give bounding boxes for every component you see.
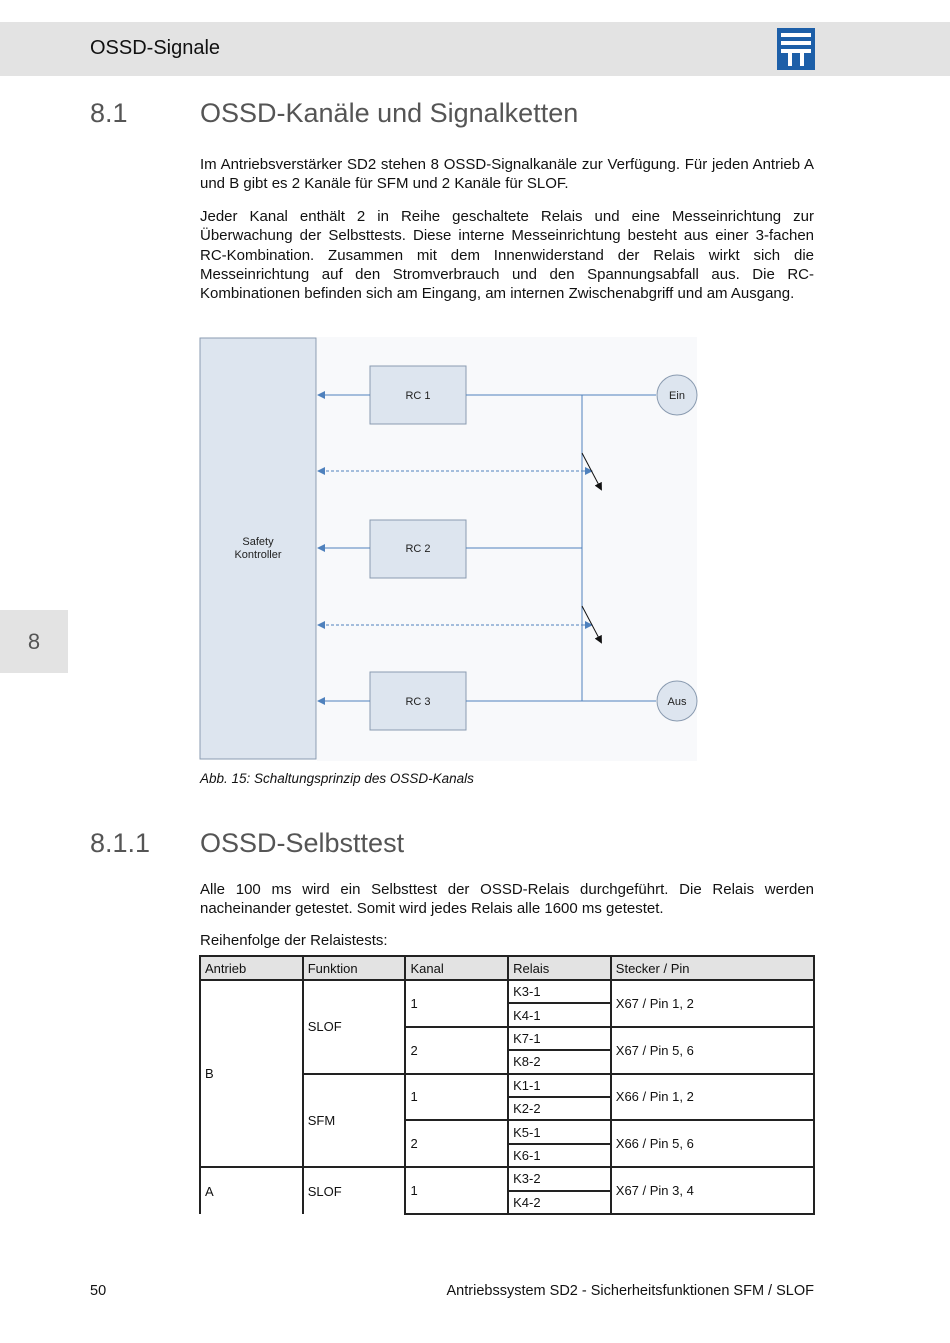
cell-kanal: 1 (405, 1167, 508, 1214)
in-label: Ein (669, 390, 685, 402)
company-logo-icon (777, 28, 815, 70)
table-header-row (200, 956, 814, 980)
page-number: 50 (90, 1283, 107, 1299)
section-number: 8.1 (90, 98, 128, 128)
subsection-title: OSSD-Selbsttest (200, 828, 405, 858)
cell-relais: K6-1 (508, 1144, 611, 1167)
header-stecker-pin: Stecker / Pin (611, 956, 814, 980)
ossd-channel-diagram (199, 337, 699, 761)
cell-pin: X66 / Pin 5, 6 (611, 1120, 814, 1167)
header-antrieb: Antrieb (200, 956, 303, 980)
controller-label-line1: Safety (242, 536, 274, 548)
cell-kanal: 2 (405, 1027, 508, 1074)
cell-antrieb: A (200, 1167, 303, 1214)
cell-funktion: SLOF (303, 1167, 406, 1214)
cell-relais: K2-2 (508, 1097, 611, 1120)
header-relais: Relais (508, 956, 611, 980)
controller-label-line2: Kontroller (234, 549, 282, 561)
rc3-label: RC 3 (405, 696, 431, 708)
cell-relais: K3-1 (508, 980, 611, 1003)
out-label: Aus (667, 696, 687, 708)
cell-pin: X67 / Pin 1, 2 (611, 980, 814, 1027)
intro-paragraph: Im Antriebsverstärker SD2 stehen 8 OSSD-Signalkanäle zur Verfügung. Für jeden Antrieb A und B gibt es 2 Kanäle für SFM und 2 Kanäle für SLOF. (200, 156, 814, 193)
table-row (200, 980, 814, 1003)
header-funktion: Funktion (303, 956, 406, 980)
relay-test-table (199, 955, 815, 1215)
cell-funktion: SFM (303, 1074, 406, 1168)
chapter-tab: 8 (0, 610, 68, 673)
cell-kanal: 1 (405, 1074, 508, 1121)
rc2-label: RC 2 (405, 543, 431, 555)
table-row (200, 1167, 814, 1190)
cell-relais: K7-1 (508, 1027, 611, 1050)
section-title: OSSD-Kanäle und Signalketten (200, 98, 579, 128)
cell-relais: K4-1 (508, 1003, 611, 1026)
figure-caption: Abb. 15: Schaltungsprinzip des OSSD-Kanals (200, 771, 474, 786)
cell-relais: K4-2 (508, 1191, 611, 1214)
rc-paragraph: Jeder Kanal enthält 2 in Reihe geschaltete Relais und eine Messeinrichtung zur Überwachung der Selbsttests. Diese interne Messeinrichtung besteht aus einer 3-fachen RC-Kombination. Zusammen mit dem Innenwiderstand der Relais wirkt sich die Messeinrichtung auf den Stromverbrauch und den Spannungsabfall aus. Die RC-Kombinationen befinden sich am Eingang, am internen Zwischenabgriff und am Ausgang. (200, 208, 814, 303)
cell-pin: X66 / Pin 1, 2 (611, 1074, 814, 1121)
rc1-label: RC 1 (405, 390, 431, 402)
cell-kanal: 1 (405, 980, 508, 1027)
selftest-paragraph: Alle 100 ms wird ein Selbsttest der OSSD-Relais durchgeführt. Die Relais werden nacheinander getestet. Somit wird jedes Relais alle 1600 ms getestet. (200, 881, 814, 918)
cell-relais: K5-1 (508, 1120, 611, 1143)
header-kanal: Kanal (405, 956, 508, 980)
footer-title: Antriebssystem SD2 - Sicherheitsfunktionen SFM / SLOF (446, 1283, 814, 1299)
cell-pin: X67 / Pin 5, 6 (611, 1027, 814, 1074)
table-intro: Reihenfolge der Relaistests: (200, 932, 388, 949)
cell-kanal: 2 (405, 1120, 508, 1167)
cell-relais: K1-1 (508, 1074, 611, 1097)
cell-relais: K3-2 (508, 1167, 611, 1190)
cell-relais: K8-2 (508, 1050, 611, 1073)
cell-pin: X67 / Pin 3, 4 (611, 1167, 814, 1214)
page-header-title: OSSD-Signale (90, 37, 221, 59)
cell-funktion: SLOF (303, 980, 406, 1074)
subsection-number: 8.1.1 (90, 828, 151, 858)
cell-antrieb: B (200, 980, 303, 1167)
